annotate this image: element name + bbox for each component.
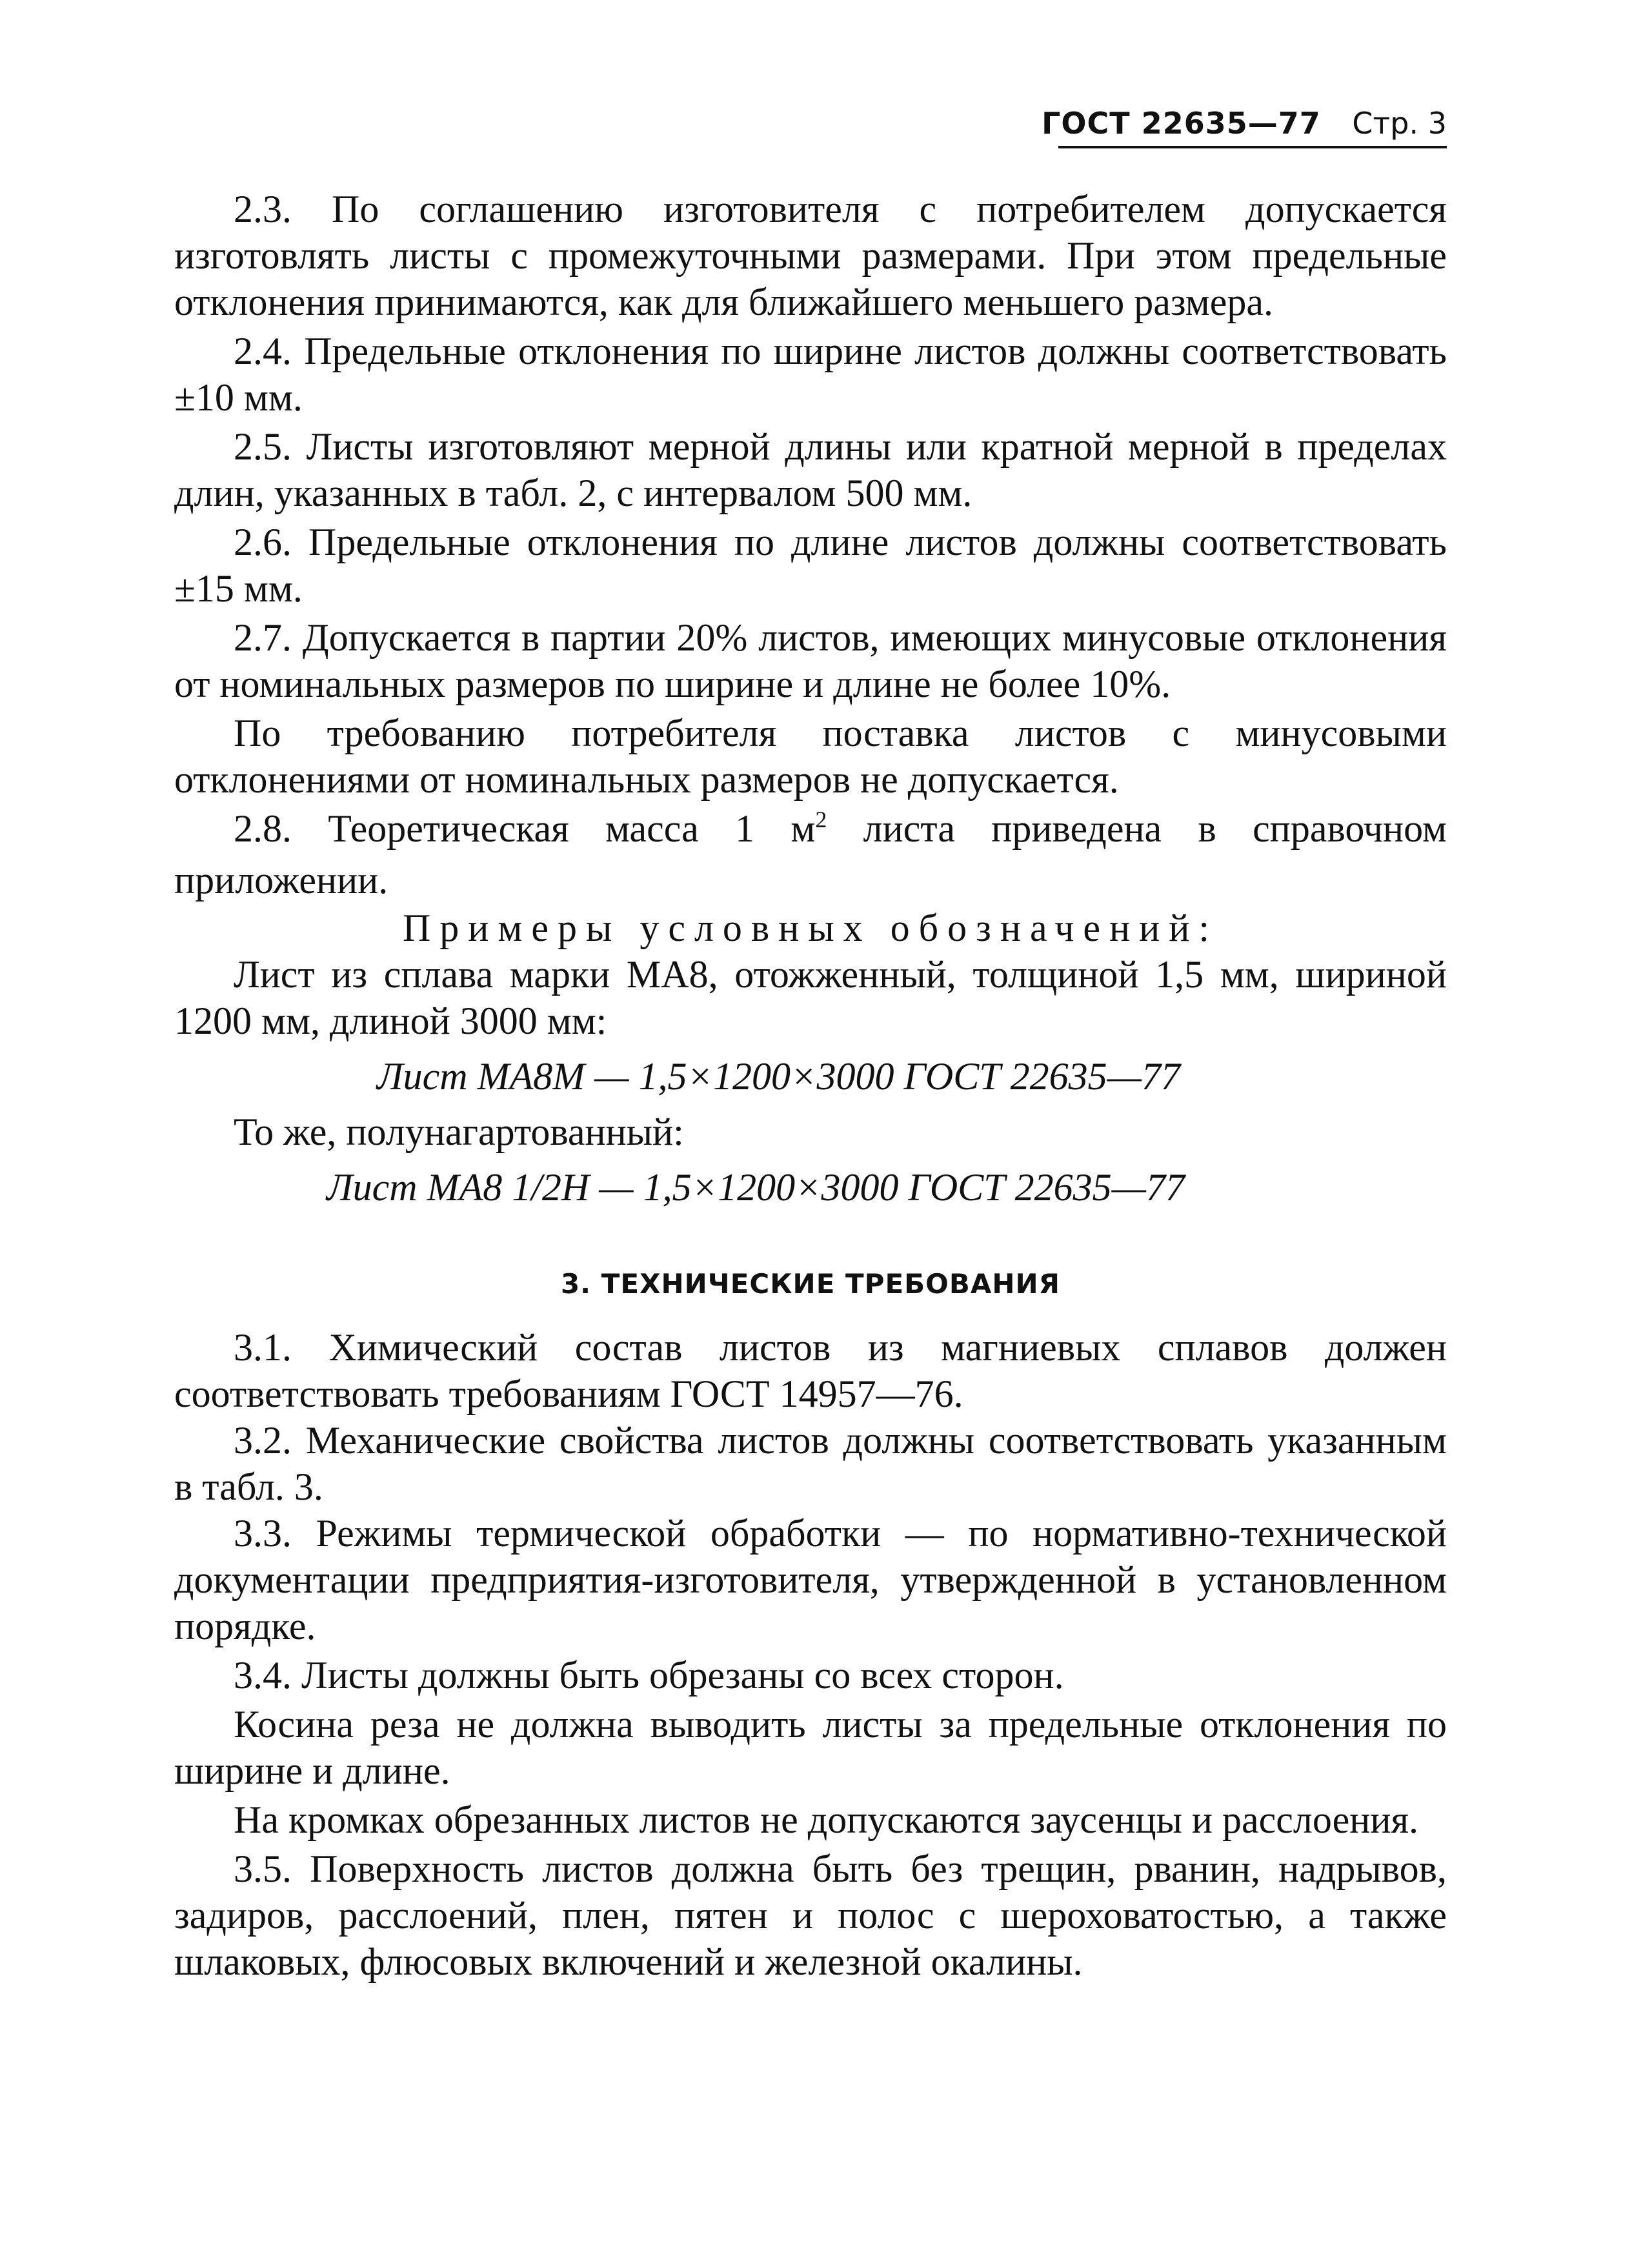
header-rule [1058, 146, 1447, 148]
superscript: 2 [815, 807, 827, 832]
document-body [174, 186, 1447, 1985]
example-designation-2: Лист МА8 1/2Н — 1,5×1200×3000 ГОСТ 22635—77 [327, 1166, 1185, 1209]
paragraph-3-2: 3.2. Механические свойства листов должны соответствовать указанным в табл. 3. [174, 1419, 1447, 1508]
paragraph-3-1: 3.1. Химический состав листов из магниевых сплавов должен соответствовать требованиям ГОСТ 14957—76. [174, 1326, 1447, 1415]
paragraph-2-8-text: 2.8. Теоретическая масса 1 м [234, 807, 816, 850]
paragraph-2-3: 2.3. По соглашению изготовителя с потребителем допускается изготовлять листы с промежуточными размерами. При этом предельные отклонения принимаются, как для ближайшего меньшего размера. [174, 188, 1447, 323]
paragraph-3-5: 3.5. Поверхность листов должна быть без трещин, рванин, надрывов, задиров, расслоений, плен, пятен и полос с шероховатостью, а также шлаковых, флюсовых включений и железной окалины. [174, 1847, 1447, 1983]
standard-number: ГОСТ 22635—77 [1042, 106, 1321, 141]
paragraph-3-4-edges: На кромках обрезанных листов не допускаются заусенцы и расслоения. [234, 1798, 1419, 1841]
page-number: Стр. 3 [1352, 106, 1447, 141]
paragraph-2-7: 2.7. Допускается в партии 20% листов, имеющих минусовые отклонения от номинальных размеров по ширине и длине не более 10%. [174, 616, 1447, 705]
example-designation-1: Лист МА8М — 1,5×1200×3000 ГОСТ 22635—77 [377, 1055, 1180, 1098]
examples-heading: Примеры условных обозначений: [402, 907, 1219, 949]
paragraph-3-4: 3.4. Листы должны быть обрезаны со всех сторон. [234, 1654, 1064, 1696]
examples-same-half: То же, полунагартованный: [234, 1111, 684, 1153]
paragraph-3-4-bevel: Косина реза не должна выводить листы за предельные отклонения по ширине и длине. [174, 1703, 1447, 1792]
paragraph-2-6: 2.6. Предельные отклонения по длине листов должны соответствовать ±15 мм. [174, 521, 1447, 610]
paragraph-2-8 [174, 805, 1447, 903]
paragraph-2-4: 2.4. Предельные отклонения по ширине листов должны соответствовать ±10 мм. [174, 330, 1447, 419]
paragraph-3-3: 3.3. Режимы термической обработки — по нормативно-технической документации предприятия-изготовителя, утвержденной в установленном порядке. [174, 1512, 1447, 1647]
examples-intro: Лист из сплава марки МА8, отожженный, толщиной 1,5 мм, шириной 1200 мм, длиной 3000 мм: [174, 953, 1447, 1042]
paragraph-2-8-text-end: листа приведена в справочном приложении. [174, 807, 1447, 901]
paragraph-2-7-note: По требованию потребителя поставка листов с минусовыми отклонениями от номинальных размеров не допускается. [174, 712, 1447, 801]
section-3-title: 3. ТЕХНИЧЕСКИЕ ТРЕБОВАНИЯ [560, 1268, 1061, 1300]
paragraph-2-5: 2.5. Листы изготовляют мерной длины или кратной мерной в пределах длин, указанных в табл. 2, с интервалом 500 мм. [174, 425, 1447, 514]
page-header [1042, 106, 1447, 141]
